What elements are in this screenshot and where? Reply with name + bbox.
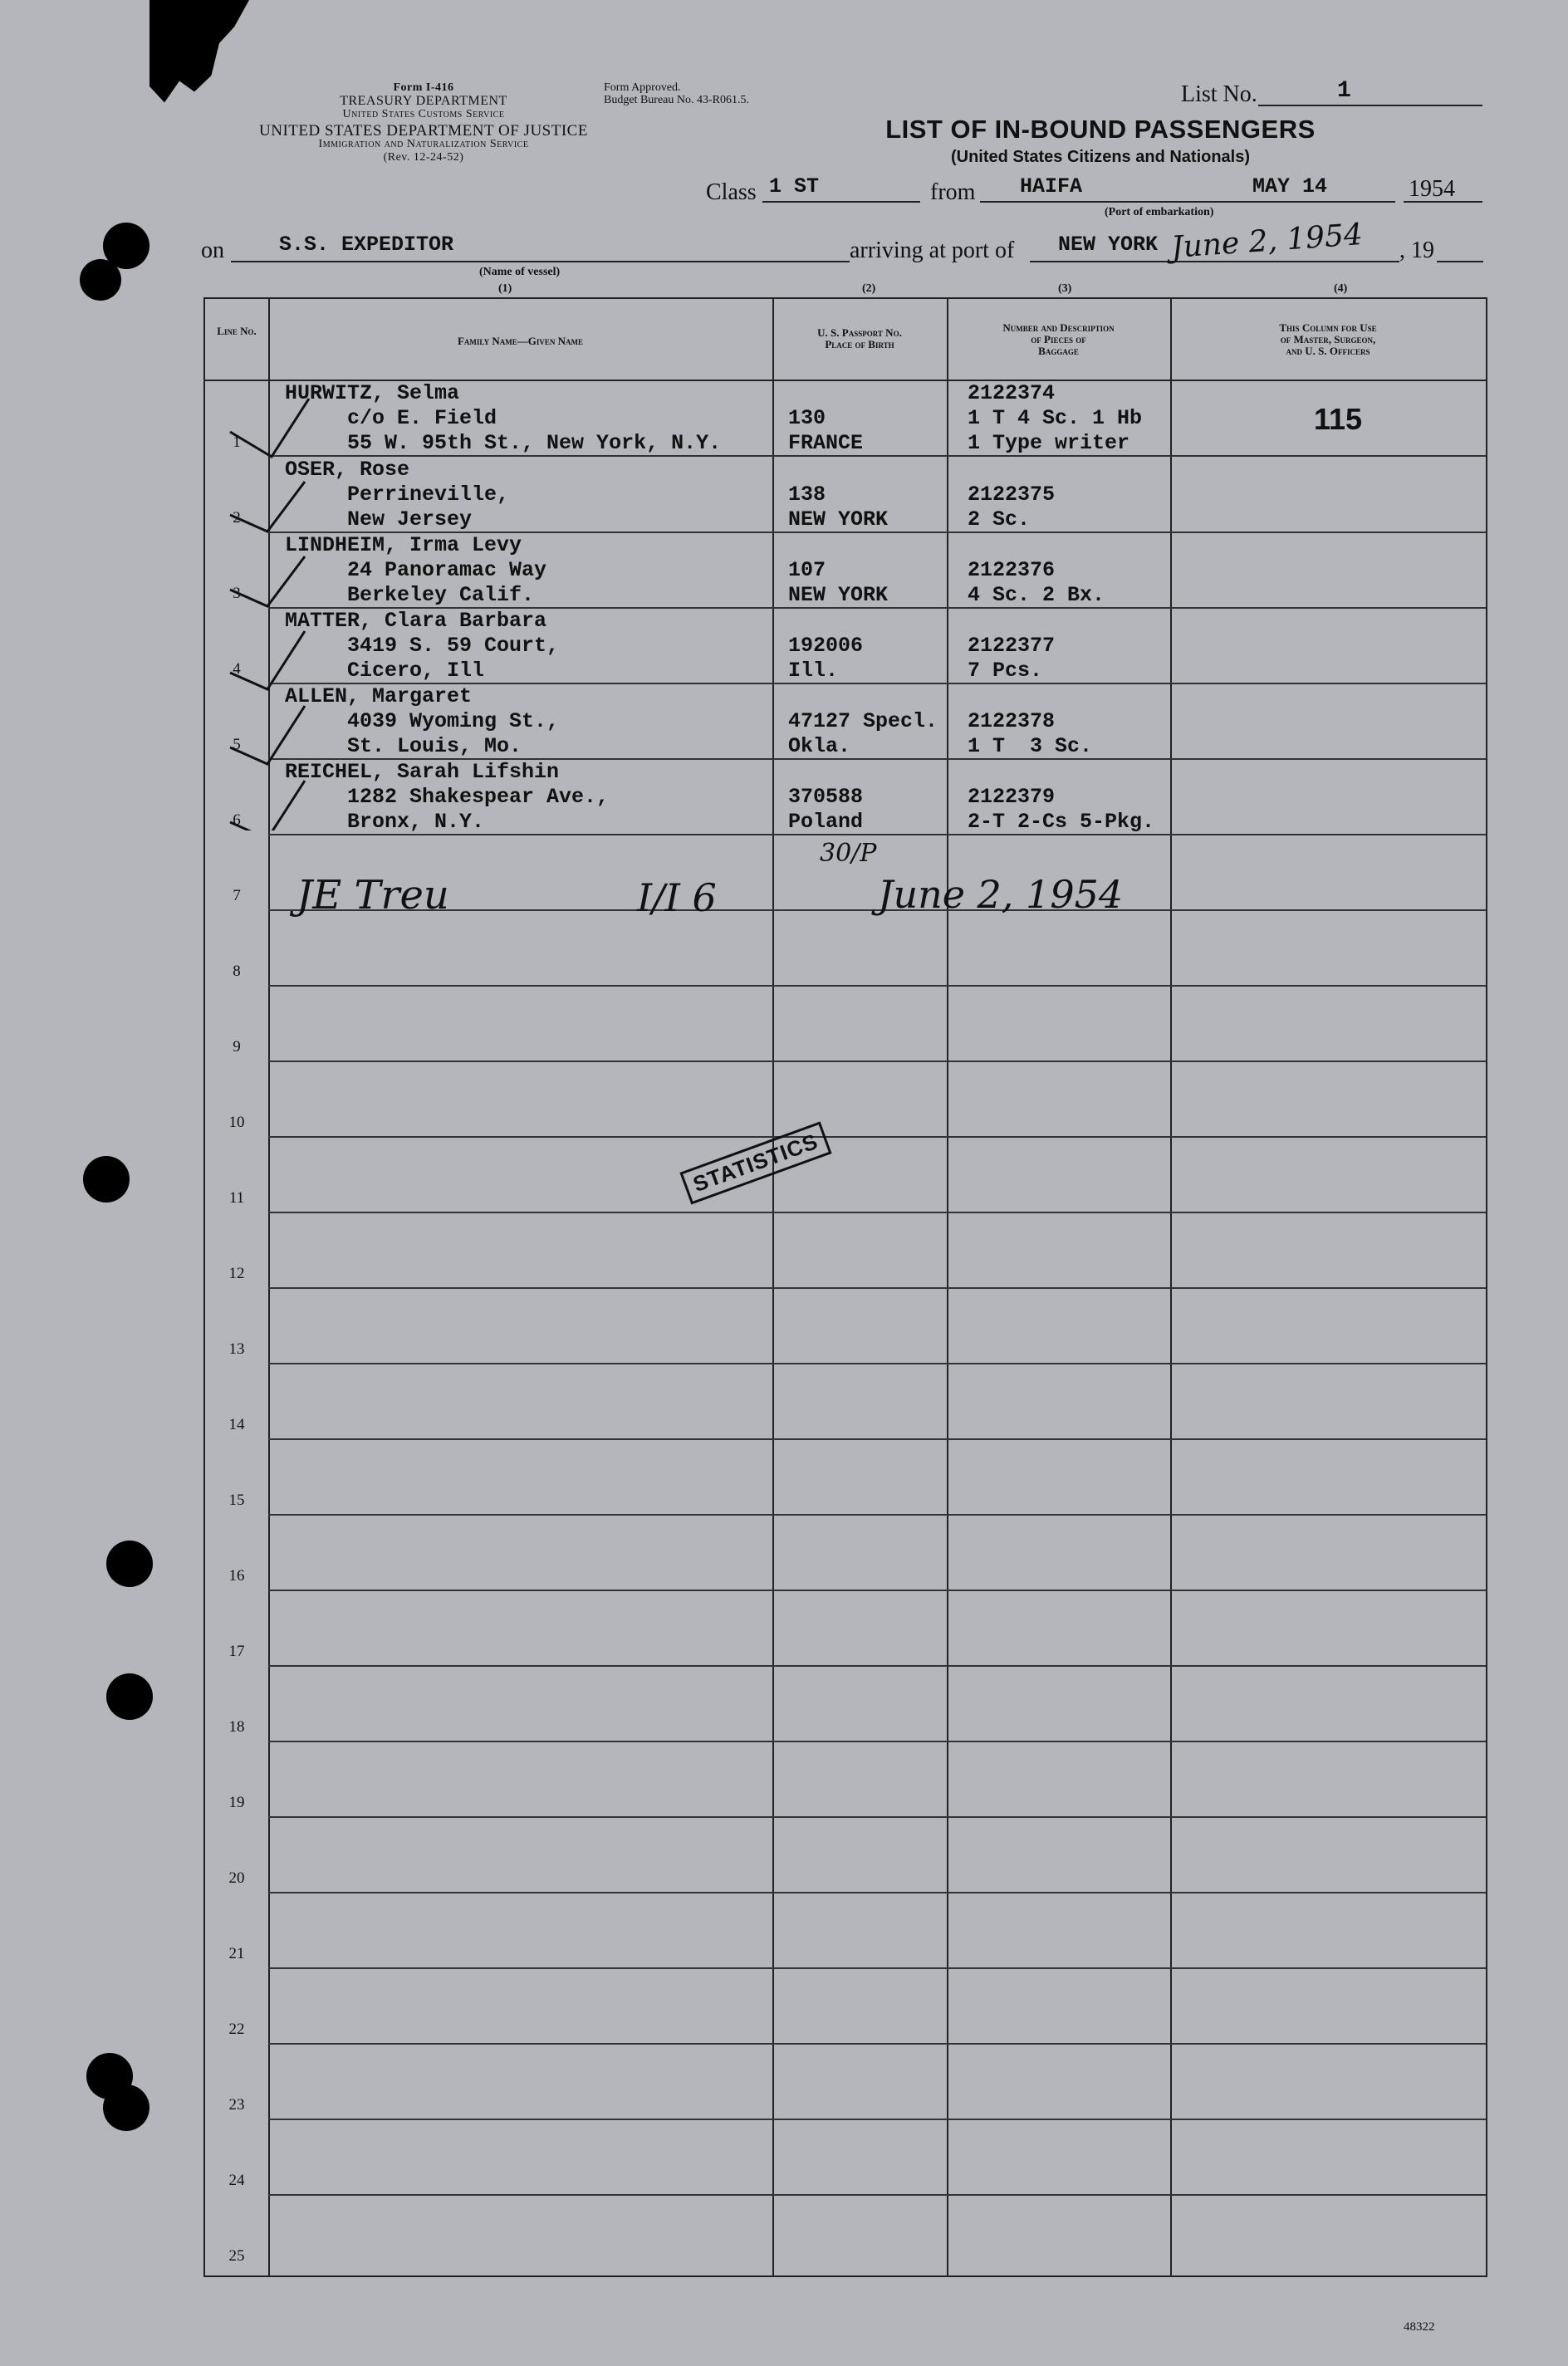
officer-note: 115 — [1314, 402, 1363, 436]
passport-header: U. S. Passport No. — [817, 326, 902, 339]
punch-hole — [106, 1541, 153, 1587]
passenger-table — [203, 297, 1487, 2277]
agency-block — [191, 81, 656, 164]
revision-date: (Rev. 12-24-52) — [383, 151, 464, 164]
check-mark — [230, 631, 305, 689]
treasury-department: TREASURY DEPARTMENT — [340, 94, 507, 108]
line-number: 3 — [233, 585, 241, 602]
vessel-underline — [231, 261, 850, 262]
col-head-line-no — [205, 326, 268, 337]
baggage: 2122379 2-T 2-Cs 5-Pkg. — [968, 785, 1155, 834]
passport-birthplace: 47127 Specl. Okla. — [788, 709, 938, 758]
arrival-date-handwritten: June 2, 1954 — [1169, 217, 1365, 266]
passport-birthplace: 370588 Poland — [788, 785, 864, 834]
approval-line-1: Form Approved. — [604, 81, 681, 94]
col-head-officers — [1170, 322, 1486, 357]
line-number: 1 — [233, 434, 241, 451]
class-value: 1 ST — [769, 174, 820, 198]
baggage: 2122377 7 Pcs. — [968, 634, 1056, 683]
baggage-header-3: Baggage — [1038, 345, 1079, 357]
line-number: 19 — [228, 1794, 245, 1811]
row-rule — [268, 1590, 1486, 1591]
from-value: HAIFA — [1020, 174, 1083, 198]
line-number: 23 — [228, 2096, 245, 2114]
row-rule — [268, 1741, 1486, 1742]
row-rule — [268, 1061, 1486, 1062]
col-1-caption: (1) — [498, 282, 512, 295]
port-caption: (Port of embarkation) — [1105, 206, 1214, 218]
row-rule — [268, 985, 1486, 987]
on-label: on — [201, 238, 224, 263]
form-number: Form I-416 — [393, 81, 454, 94]
line-number: 17 — [228, 1643, 245, 1660]
check-mark — [230, 482, 305, 531]
row-rule — [268, 2043, 1486, 2045]
row-rule — [268, 1287, 1486, 1289]
name-header: Family Name—Given Name — [457, 335, 583, 347]
col-head-name — [268, 336, 772, 347]
col-4-caption: (4) — [1334, 282, 1348, 295]
line-number: 12 — [228, 1265, 245, 1282]
row-rule — [268, 1438, 1486, 1440]
row-rule — [268, 909, 1486, 911]
col-head-baggage — [947, 322, 1170, 357]
row-rule — [268, 1212, 1486, 1213]
line-number: 13 — [228, 1340, 245, 1358]
arriving-label: arriving at port of — [850, 238, 1015, 263]
line-number: 18 — [228, 1718, 245, 1736]
passport-birthplace: 138 NEW YORK — [788, 483, 889, 531]
line-number: 24 — [228, 2172, 245, 2189]
list-no-underline — [1258, 105, 1482, 106]
arrival-port: NEW YORK — [1058, 233, 1159, 257]
ins-service: Immigration and Naturalization Service — [318, 138, 529, 150]
baggage: 2122376 4 Sc. 2 Bx. — [968, 558, 1105, 607]
check-mark — [230, 399, 309, 457]
baggage: 2122375 2 Sc. — [968, 483, 1056, 531]
col-3-caption: (3) — [1058, 282, 1072, 295]
check-marks — [222, 365, 313, 830]
line-number: 11 — [228, 1189, 245, 1207]
page-subtitle: (United States Citizens and Nationals) — [950, 148, 1251, 166]
line-number: 4 — [233, 660, 241, 678]
officers-header-3: and U. S. Officers — [1286, 345, 1370, 357]
col-head-passport — [772, 327, 947, 350]
baggage: 2122378 1 T 3 Sc. — [968, 709, 1093, 758]
check-mark — [230, 781, 305, 830]
passenger-name: LINDHEIM, Irma Levy 24 Panoramac Way Berkeley Calif. — [285, 533, 547, 607]
handwritten-date: June 2, 1954 — [878, 872, 1124, 917]
customs-service: United States Customs Service — [342, 108, 505, 120]
check-mark — [230, 706, 305, 764]
list-no-label: List No. — [1181, 81, 1257, 107]
vessel-name: S.S. EXPEDITOR — [279, 233, 454, 257]
line-number: 6 — [233, 811, 241, 829]
passenger-name: REICHEL, Sarah Lifshin 1282 Shakespear Ave., Bronx, N.Y. — [285, 760, 610, 834]
handwritten-signature: JE Treu — [296, 872, 449, 918]
from-underline — [980, 201, 1395, 203]
row-rule — [268, 1967, 1486, 1969]
row-rule — [268, 2119, 1486, 2120]
line-no-header: Line No. — [217, 325, 257, 337]
line-number: 8 — [233, 963, 241, 980]
row-rule — [268, 1892, 1486, 1893]
handwritten-mark: I/I 6 — [637, 875, 717, 920]
passenger-name: MATTER, Clara Barbara 3419 S. 59 Court, Cicero, Ill — [285, 609, 560, 683]
passport-birthplace: 107 NEW YORK — [788, 558, 889, 607]
baggage-header-2: of Pieces of — [1031, 333, 1086, 345]
line-number: 5 — [233, 736, 241, 753]
punch-hole — [103, 2084, 149, 2131]
arrival-year-underline — [1437, 261, 1483, 262]
line-number: 25 — [228, 2247, 245, 2265]
line-number: 10 — [228, 1114, 245, 1131]
punch-hole — [106, 1673, 153, 1720]
row-rule — [268, 1665, 1486, 1667]
line-number: 15 — [228, 1492, 245, 1509]
passenger-name: OSER, Rose Perrineville, New Jersey — [285, 458, 510, 531]
footer-number: 48322 — [1404, 2320, 1435, 2334]
line-number: 14 — [228, 1416, 245, 1433]
officers-header-2: of Master, Surgeon, — [1280, 333, 1376, 345]
from-label: from — [930, 179, 976, 205]
col-2-caption: (2) — [862, 282, 876, 295]
page-title: LIST OF IN-BOUND PASSENGERS — [885, 115, 1316, 144]
line-number: 20 — [228, 1869, 245, 1887]
baggage-header-1: Number and Description — [1002, 321, 1115, 334]
arrival-year-prefix: , 19 — [1399, 238, 1434, 263]
vessel-caption: (Name of vessel) — [479, 266, 561, 278]
class-label: Class — [706, 179, 757, 205]
passenger-name: ALLEN, Margaret 4039 Wyoming St., St. Louis, Mo. — [285, 684, 560, 758]
row-rule — [268, 1514, 1486, 1516]
passport-birthplace: 192006 Ill. — [788, 634, 864, 683]
handwritten-fraction: 30/P — [820, 839, 877, 868]
check-mark — [230, 556, 305, 606]
departure-year: 1954 — [1409, 176, 1455, 202]
list-no-value: 1 — [1337, 78, 1351, 104]
line-number: 22 — [228, 2021, 245, 2038]
row-rule — [268, 1363, 1486, 1364]
statistics-stamp: STATISTICS — [679, 1121, 831, 1204]
birthplace-header: Place of Birth — [825, 338, 894, 350]
row-rule — [268, 1816, 1486, 1818]
baggage: 2122374 1 T 4 Sc. 1 Hb 1 Type writer — [968, 381, 1143, 455]
line-number: 2 — [233, 509, 241, 527]
passport-birthplace: 130 FRANCE — [788, 406, 864, 455]
line-number: 21 — [228, 1945, 245, 1962]
punch-hole — [83, 1156, 130, 1203]
line-number: 9 — [233, 1038, 241, 1056]
approval-note — [604, 81, 749, 106]
row-rule — [268, 2194, 1486, 2196]
officers-header-1: This Column for Use — [1279, 321, 1377, 334]
departure-date: MAY 14 — [1252, 174, 1328, 198]
line-number: 7 — [233, 887, 241, 904]
class-underline — [762, 201, 920, 203]
passenger-name: HURWITZ, Selma c/o E. Field 55 W. 95th St., New York, N.Y. — [285, 381, 722, 455]
approval-line-2: Budget Bureau No. 43-R061.5. — [604, 94, 749, 106]
punch-hole — [80, 259, 121, 301]
row-rule — [268, 1136, 1486, 1138]
line-number: 16 — [228, 1567, 245, 1585]
department-of-justice: UNITED STATES DEPARTMENT OF JUSTICE — [259, 122, 588, 140]
